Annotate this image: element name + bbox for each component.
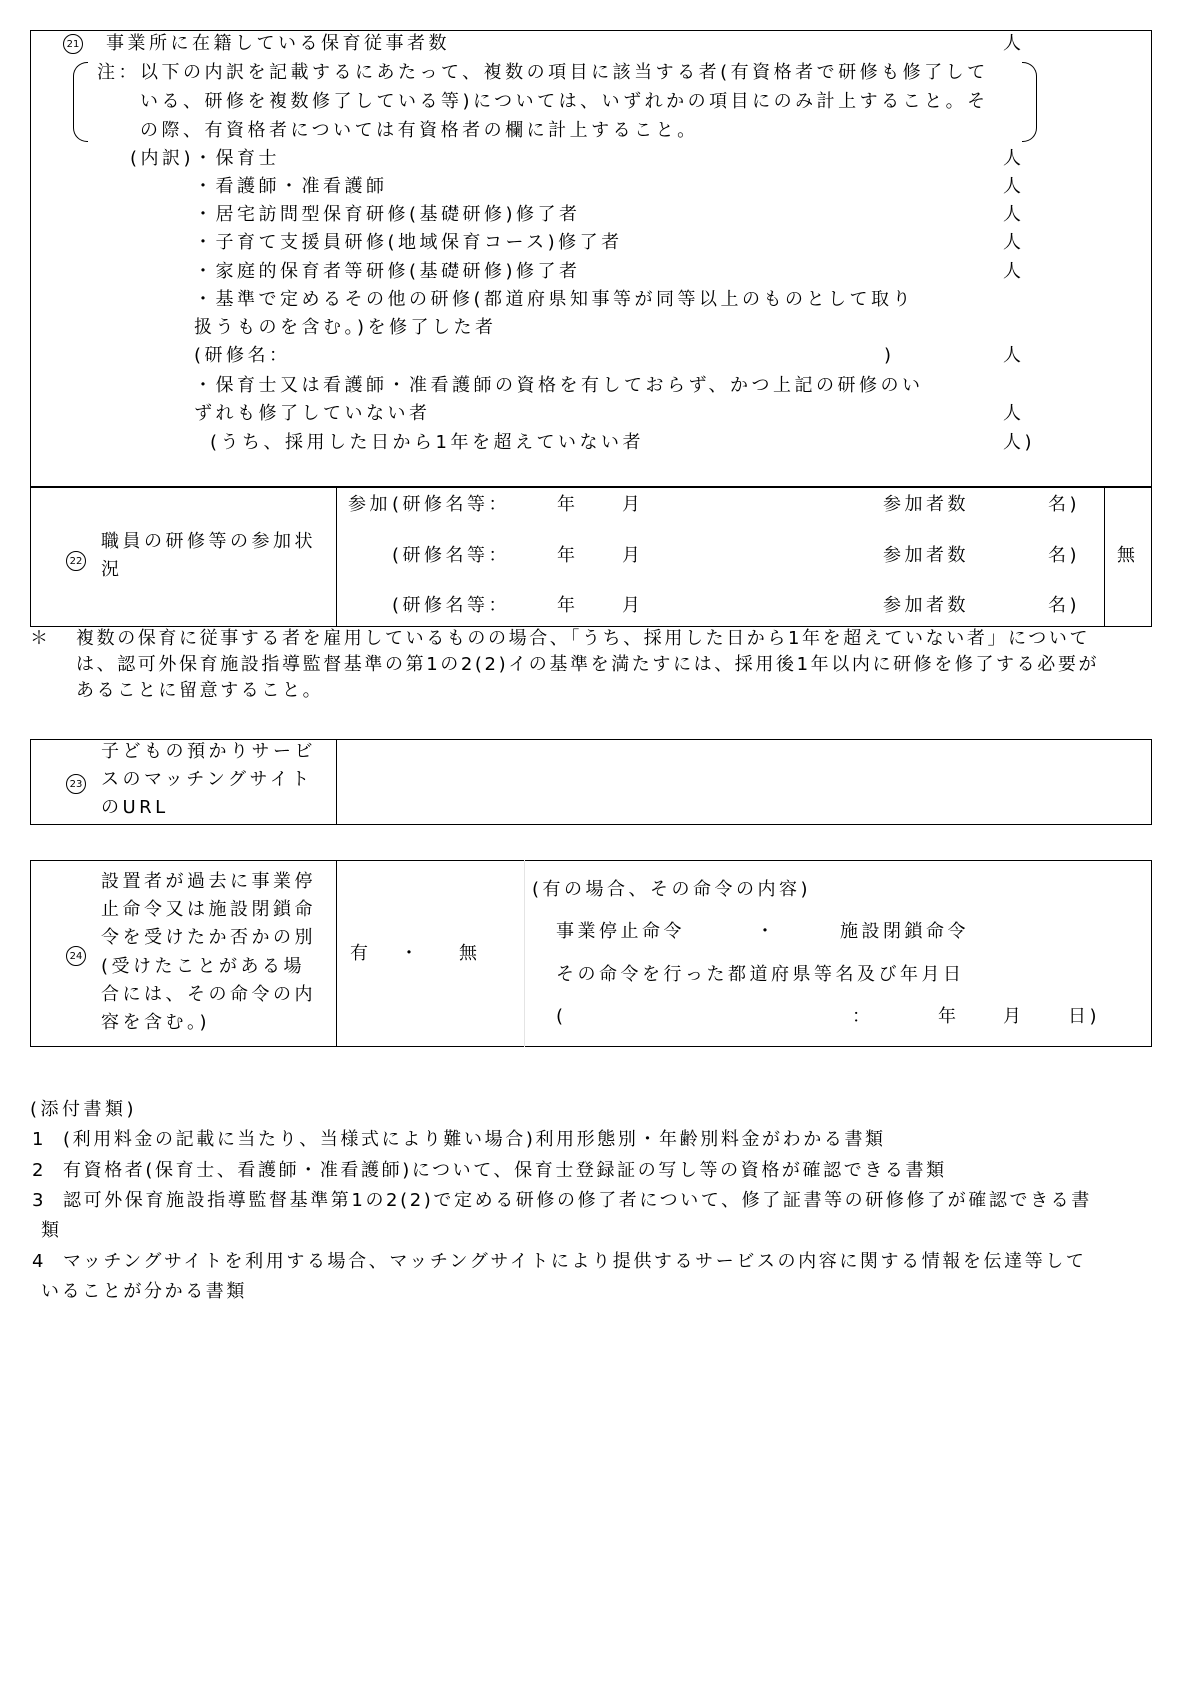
unit-label: 人 xyxy=(1003,261,1025,282)
other-training-line: 扱うものを含む。)を修了した者 xyxy=(194,317,497,338)
section-22-box xyxy=(30,486,1152,627)
paren-open: ( xyxy=(556,1006,567,1027)
unit-label: 人 xyxy=(1003,33,1025,54)
breakdown-item: ・子育て支援員研修(地域保育コース)修了者 xyxy=(194,232,623,253)
unit-label: 人 xyxy=(1003,403,1025,424)
attachment-line: いることが分かる書類 xyxy=(41,1281,247,1302)
year-label: 年 xyxy=(557,494,579,515)
unqualified-line: ・保育士又は看護師・准看護師の資格を有しておらず、かつ上記の研修のい xyxy=(194,375,924,396)
attachment-number: 3 xyxy=(32,1190,47,1211)
attachment-line: 有資格者(保育士、看護師・准看護師)について、保育士登録証の写し等の資格が確認できる書類 xyxy=(63,1160,947,1181)
note-bracket-left xyxy=(73,62,88,142)
unit-label: 人 xyxy=(1003,148,1025,169)
month-label: 月 xyxy=(622,545,644,566)
item-number-21: 21 xyxy=(63,34,83,54)
training-name-open: (研修名： xyxy=(194,345,291,366)
section-22-label: 況 xyxy=(101,559,123,580)
section-22-label: 職員の研修等の参加状 xyxy=(101,531,316,552)
suspension-order-option[interactable]: 事業停止命令 xyxy=(556,921,685,942)
footnote-line: あることに留意すること。 xyxy=(76,680,324,701)
option-separator: ・ xyxy=(400,943,422,964)
count-unit-label: 名) xyxy=(1048,494,1081,515)
yes-option[interactable]: 有 xyxy=(350,943,372,964)
breakdown-label: (内訳) xyxy=(130,148,195,169)
colon: ： xyxy=(852,1006,874,1027)
month-label: 月 xyxy=(622,595,644,616)
section-23-label: 子どもの預かりサービ xyxy=(101,741,316,762)
participate-label: 参加 xyxy=(348,494,391,515)
breakdown-item: ・居宅訪問型保育研修(基礎研修)修了者 xyxy=(194,204,581,225)
footnote-mark: ＊ xyxy=(30,628,52,649)
training-name-label: (研修名等： xyxy=(392,545,511,566)
item-number-24: 24 xyxy=(66,946,86,966)
count-unit-label: 名) xyxy=(1048,595,1081,616)
year-label: 年 xyxy=(938,1006,960,1027)
item-number-22: 22 xyxy=(66,551,86,571)
attachment-number: 1 xyxy=(32,1129,47,1150)
breakdown-item: ・家庭的保育者等研修(基礎研修)修了者 xyxy=(194,261,581,282)
section-23-label: のURL xyxy=(101,797,169,818)
attachment-line: (利用料金の記載に当たり、当様式により難い場合)利用形態別・年齢別料金がわかる書類 xyxy=(63,1129,886,1150)
unit-label: 人 xyxy=(1003,345,1025,366)
footnote-line: は、認可外保育施設指導監督基準の第1の2(2)イの基準を満たすには、採用後1年以内に研修を修了する必要が xyxy=(76,654,1100,675)
note-bracket-right xyxy=(1022,62,1037,142)
attachment-number: 2 xyxy=(32,1160,47,1181)
training-name-label: (研修名等： xyxy=(392,595,511,616)
item-number-23: 23 xyxy=(66,774,86,794)
note-line: の際、有資格者については有資格者の欄に計上すること。 xyxy=(140,120,699,141)
participants-label: 参加者数 xyxy=(883,545,969,566)
month-label: 月 xyxy=(1003,1006,1025,1027)
day-label: 日) xyxy=(1068,1006,1101,1027)
count-unit-label: 名) xyxy=(1048,545,1081,566)
section-24-label: 設置者が過去に事業停 xyxy=(101,871,316,892)
if-yes-label: (有の場合、その命令の内容) xyxy=(532,879,812,900)
divider xyxy=(336,860,337,1047)
note-line: 注：以下の内訳を記載するにあたって、複数の項目に該当する者(有資格者で研修も修了して xyxy=(97,62,989,83)
section-23-label: スのマッチングサイト xyxy=(101,769,313,790)
no-option[interactable]: 無 xyxy=(459,943,481,964)
within-year-label: (うち、採用した日から1年を超えていない者 xyxy=(210,432,644,453)
issuer-label: その命令を行った都道府県等名及び年月日 xyxy=(556,964,965,985)
unit-label: 人 xyxy=(1003,232,1025,253)
year-label: 年 xyxy=(557,545,579,566)
attachment-line: 類 xyxy=(41,1220,63,1241)
unit-label: 人 xyxy=(1003,204,1025,225)
divider xyxy=(524,860,525,1047)
participants-label: 参加者数 xyxy=(883,494,969,515)
divider xyxy=(1104,486,1105,627)
matching-site-url-field[interactable] xyxy=(345,745,1140,817)
other-training-line: ・基準で定めるその他の研修(都道府県知事等が同等以上のものとして取り xyxy=(194,289,915,310)
training-name-input[interactable] xyxy=(300,345,870,367)
footnote-line: 複数の保育に従事する者を雇用しているものの場合、「うち、採用した日から1年を超えていない者」について xyxy=(76,628,1091,649)
divider xyxy=(336,486,337,627)
breakdown-item: ・保育士 xyxy=(194,148,280,169)
training-name-label: (研修名等： xyxy=(392,494,511,515)
unit-label: 人 xyxy=(1003,176,1025,197)
month-label: 月 xyxy=(622,494,644,515)
section-24-label: (受けたことがある場 xyxy=(101,956,306,977)
training-name-close: ) xyxy=(884,345,895,366)
attachment-number: 4 xyxy=(32,1251,47,1272)
section-24-label: 止命令又は施設閉鎖命 xyxy=(101,899,316,920)
unqualified-line: ずれも修了していない者 xyxy=(194,403,431,424)
attachments-title: (添付書類) xyxy=(30,1099,138,1120)
divider xyxy=(336,739,337,825)
attachment-line: 認可外保育施設指導監督基準第1の2(2)で定める研修の修了者について、修了証書等の研修修了が確認できる書 xyxy=(63,1190,1092,1211)
unit-close-label: 人) xyxy=(1003,432,1036,453)
breakdown-item: ・看護師・准看護師 xyxy=(194,176,388,197)
option-separator: ・ xyxy=(756,921,778,942)
attachment-line: マッチングサイトを利用する場合、マッチングサイトにより提供するサービスの内容に関する情報を伝達等して xyxy=(63,1251,1087,1272)
section-24-label: 合には、その命令の内 xyxy=(101,984,316,1005)
section-24-label: 令を受けたか否かの別 xyxy=(101,927,316,948)
section-24-label: 容を含む。) xyxy=(101,1012,211,1033)
note-line: いる、研修を複数修了している等)については、いずれかの項目にのみ計上すること。そ xyxy=(140,91,989,112)
participants-label: 参加者数 xyxy=(883,595,969,616)
closure-order-option[interactable]: 施設閉鎖命令 xyxy=(840,921,969,942)
section-21-title: 事業所に在籍している保育従事者数 xyxy=(106,33,450,54)
year-label: 年 xyxy=(557,595,579,616)
none-label: 無 xyxy=(1117,545,1139,566)
